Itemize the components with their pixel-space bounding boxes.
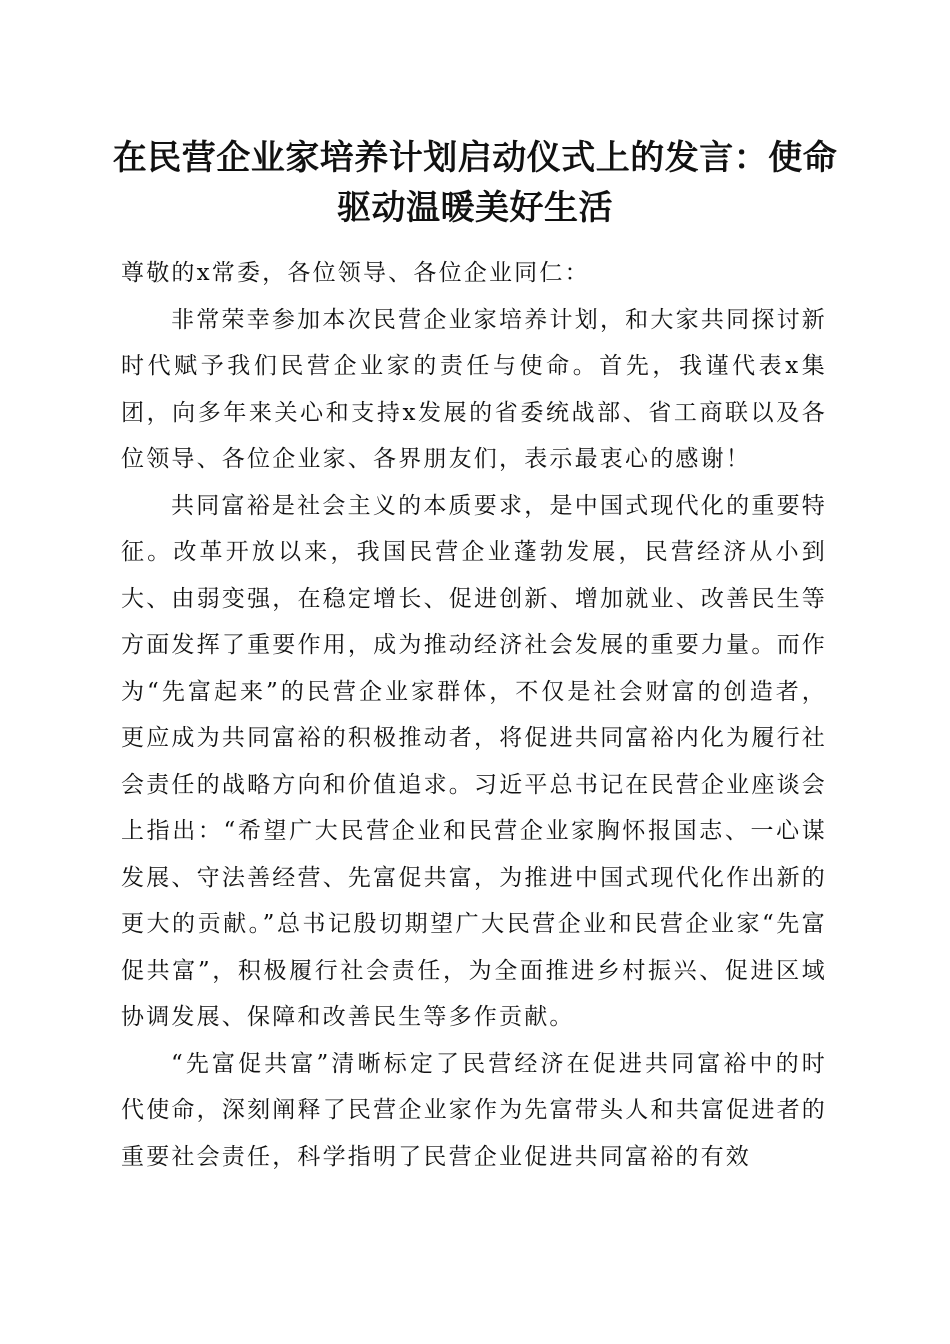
paragraph-1: 非常荣幸参加本次民营企业家培养计划，和大家共同探讨新时代赋予我们民营企业家的责任与使命。首先，我谨代表x集团，向多年来关心和支持x发展的省委统战部、省工商联以及各位领导、各位企业家、各界朋友们，表示最衷心的感谢！ [121, 306, 827, 472]
paragraph-3: “先富促共富”清晰标定了民营经济在促进共同富裕中的时代使命，深刻阐释了民营企业家作为先富带头人和共富促进者的重要社会责任，科学指明了民营企业促进共同富裕的有效 [121, 1050, 827, 1170]
salutation: 尊敬的x常委，各位领导、各位企业同仁： [121, 260, 590, 286]
document-title: 在民营企业家培养计划启动仪式上的发言：使命驱动温暖美好生活 [112, 138, 838, 228]
document-body [121, 250, 827, 1180]
paragraph-2: 共同富裕是社会主义的本质要求，是中国式现代化的重要特征。改革开放以来，我国民营企业蓬勃发展，民营经济从小到大、由弱变强，在稳定增长、促进创新、增加就业、改善民生等方面发挥了重要作用，成为推动经济社会发展的重要力量。而作为“先富起来”的民营企业家群体，不仅是社会财富的创造者，更应成为共同富裕的积极推动者，将促进共同富裕内化为履行社会责任的战略方向和价值追求。习近平总书记在民营企业座谈会上指出：“希望广大民营企业和民营企业家胸怀报国志、一心谋发展、守法善经营、先富促共富，为推进中国式现代化作出新的更大的贡献。”总书记殷切期望广大民营企业和民营企业家“先富促共富”，积极履行社会责任，为全面推进乡村振兴、促进区域协调发展、保障和改善民生等多作贡献。 [121, 492, 827, 1030]
